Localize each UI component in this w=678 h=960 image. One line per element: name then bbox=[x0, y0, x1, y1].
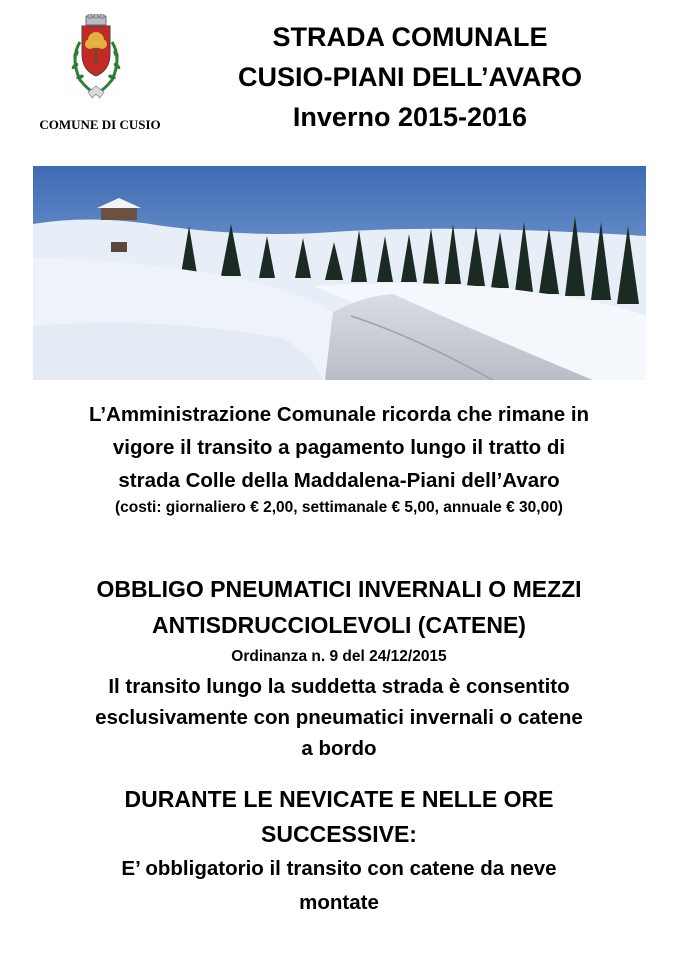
title-line: STRADA COMUNALE bbox=[272, 22, 548, 52]
costs-line: (costi: giornaliero € 2,00, settimanale € 5,00, annuale € 30,00) bbox=[115, 499, 563, 516]
snowfall-text: montate bbox=[299, 891, 379, 914]
ordinance-reference: Ordinanza n. 9 del 24/12/2015 bbox=[231, 648, 447, 665]
obligation-text: a bordo bbox=[301, 737, 377, 760]
coat-of-arms-icon bbox=[66, 14, 126, 100]
snowfall-rule bbox=[14, 782, 664, 920]
toll-notice bbox=[14, 398, 664, 519]
comune-name: COMUNE DI CUSIO bbox=[39, 117, 161, 132]
title-line: Inverno 2015-2016 bbox=[292, 102, 528, 132]
title-line: CUSIO-PIANI DELL’AVARO bbox=[237, 62, 582, 92]
obligation-heading: OBBLIGO PNEUMATICI INVERNALI O MEZZI bbox=[96, 576, 582, 602]
winter-tyres-obligation bbox=[14, 571, 664, 764]
obligation-heading: ANTISDRUCCIOLEVOLI (CATENE) bbox=[152, 612, 526, 638]
page-title bbox=[195, 17, 625, 137]
snowfall-heading: SUCCESSIVE: bbox=[261, 821, 417, 847]
snowy-road-photo bbox=[33, 166, 646, 380]
snowfall-text: E’ obbligatorio il transito con catene da neve bbox=[121, 857, 557, 880]
notice-line: vigore il transito a pagamento lungo il tratto di bbox=[112, 436, 566, 459]
notice-line: strada Colle della Maddalena-Piani dell’Avaro bbox=[118, 469, 560, 492]
notice-line: L’Amministrazione Comunale ricorda che rimane in bbox=[88, 403, 590, 426]
obligation-text: Il transito lungo la suddetta strada è consentito bbox=[108, 675, 570, 698]
obligation-text: esclusivamente con pneumatici invernali o catene bbox=[95, 706, 583, 729]
snowfall-heading: DURANTE LE NEVICATE E NELLE ORE bbox=[124, 786, 554, 812]
